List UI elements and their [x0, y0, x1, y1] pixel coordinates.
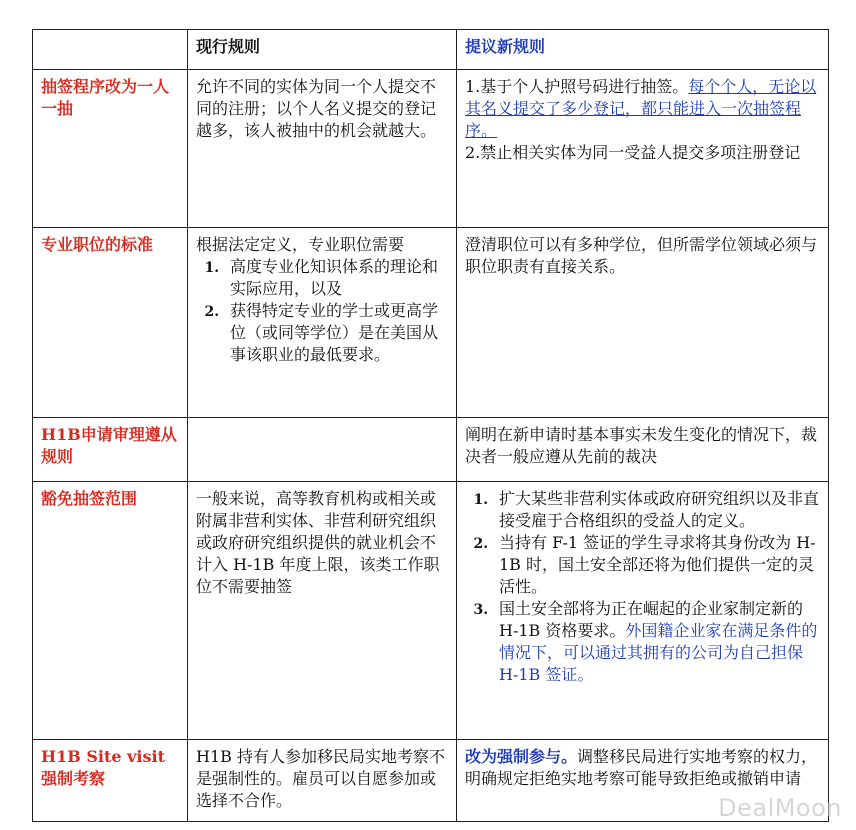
comparison-table [32, 29, 829, 822]
list-item-text: 国土安全部将为正在崛起的企业家制定新的 H-1B 资格要求。 [499, 599, 804, 640]
current-rule-list [196, 256, 448, 366]
table-row [33, 740, 829, 822]
current-rule-cell [188, 228, 457, 418]
row-label: 抽签程序改为一人一抽 [33, 70, 188, 228]
current-rule-cell: H1B 持有人参加移民局实地考察不是强制性的。雇员可以自愿参加或选择不合作。 [188, 740, 457, 822]
row-label: H1B Site visit 强制考察 [33, 740, 188, 822]
proposed-link[interactable]: 每个个人，无论以其名义提交了多少登记，都只能进入一次抽签程序。 [465, 77, 817, 140]
proposed-rule-cell: 阐明在新申请时基本事实未发生变化的情况下，裁决者一般应遵从先前的裁决 [457, 418, 829, 482]
header-current-rules: 现行规则 [188, 30, 457, 70]
header-empty-cell [33, 30, 188, 70]
list-item: 2. 获得特定专业的学士或更高学位（或同等学位）是在美国从事该职业的最低要求。 [224, 300, 448, 366]
current-intro: 根据法定定义，专业职位需要 [196, 235, 405, 254]
row-label: 专业职位的标准 [33, 228, 188, 418]
list-item-highlight: 外国籍企业家在满足条件的情况下，可以通过其拥有的公司为自己担保 H-1B 签证。 [499, 621, 818, 684]
header-proposed-rules: 提议新规则 [457, 30, 829, 70]
table-row [33, 228, 829, 418]
current-rule-cell: 一般来说，高等教育机构或相关或附属非营利实体、非营利研究组织或政府研究组织提供的就业机会不计入 H-1B 年度上限，该类工作职位不需要抽签 [188, 482, 457, 740]
proposed-text: 调整移民局进行实地考察的权力，明确规定拒绝实地考察可能导致拒绝或撤销申请 [465, 747, 818, 788]
proposed-rule-cell [457, 70, 829, 228]
proposed-rule-cell [457, 482, 829, 740]
list-item: 2. 当持有 F-1 签证的学生寻求将其身份改为 H-1B 时，国土安全部还将为他们提供一定的灵活性。 [493, 532, 820, 598]
list-item: 1. 扩大某些非营利实体或政府研究组织以及非直接受雇于合格组织的受益人的定义。 [493, 488, 820, 532]
table-row [33, 418, 829, 482]
proposed-text: 2.禁止相关实体为同一受益人提交多项注册登记 [465, 143, 801, 162]
watermark-logo: DealMoon [718, 794, 842, 822]
proposed-rule-cell: 澄清职位可以有多种学位，但所需学位领域必须与职位职责有直接关系。 [457, 228, 829, 418]
current-rule-cell: 允许不同的实体为同一个人提交不同的注册；以个人名义提交的登记越多，该人被抽中的机会就越大。 [188, 70, 457, 228]
current-rule-cell [188, 418, 457, 482]
proposed-highlight: 改为强制参与。 [465, 747, 578, 766]
proposed-rule-list [465, 488, 820, 686]
list-item: 1. 高度专业化知识体系的理论和实际应用，以及 [224, 256, 448, 300]
table-row [33, 70, 829, 228]
header-row [33, 30, 829, 70]
table-row [33, 482, 829, 740]
row-label: 豁免抽签范围 [33, 482, 188, 740]
proposed-text: 1.基于个人护照号码进行抽签。 [465, 77, 689, 96]
row-label: H1B申请审理遵从规则 [33, 418, 188, 482]
list-item [493, 598, 820, 686]
